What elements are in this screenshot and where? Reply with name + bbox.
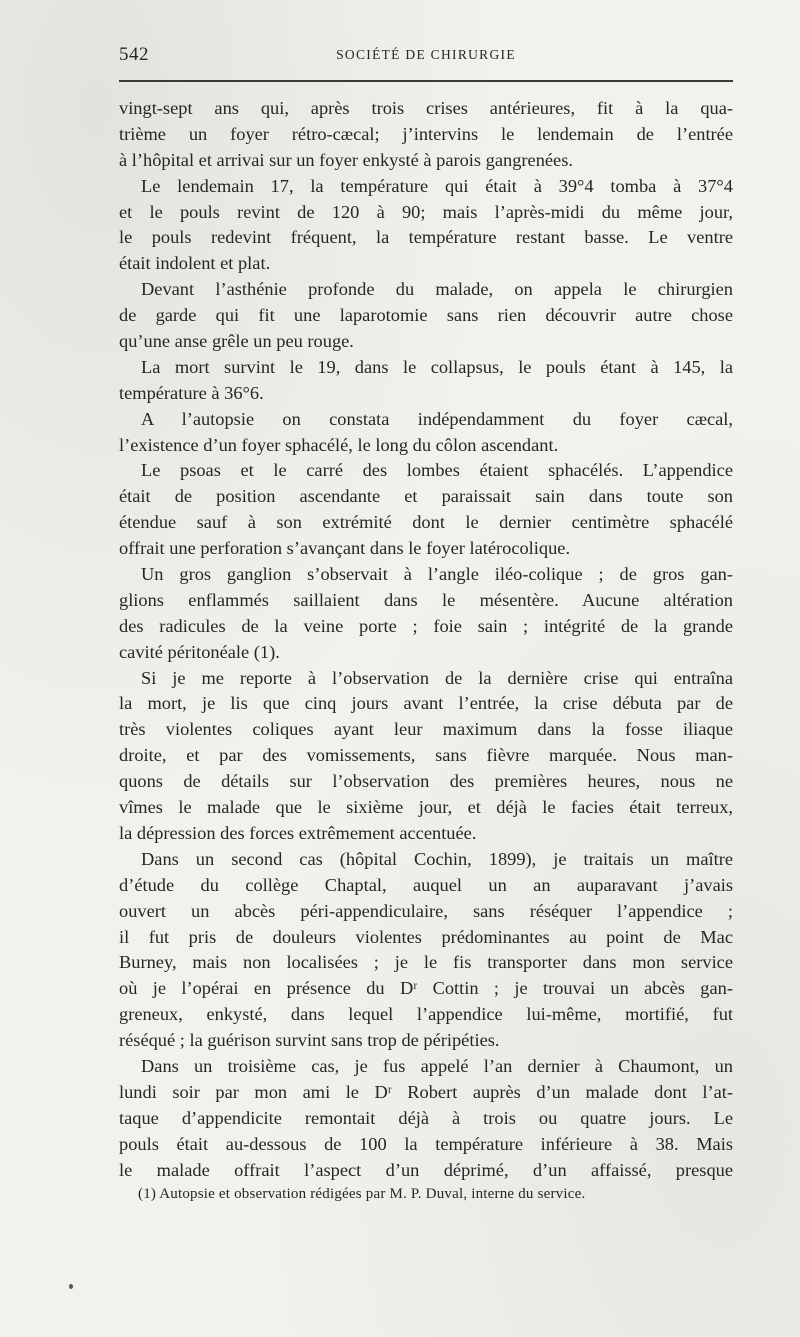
- running-title: SOCIÉTÉ DE CHIRURGIE: [336, 47, 516, 62]
- text-line: A l’autopsie on constata indépendamment du foyer cæcal,: [141, 408, 733, 429]
- text-line: offrait une perforation s’avançant dans le foyer latérocolique.: [119, 538, 571, 559]
- text-line: le pouls redevint fréquent, la température restant basse. Le ventre: [119, 227, 733, 248]
- footnote: (1) Autopsie et observation rédigées par M. P. Duval, interne du service.: [138, 1186, 586, 1202]
- text-line: cavité péritonéale (1).: [119, 641, 280, 662]
- page-header: [119, 44, 733, 74]
- text-line: la dépression des forces extrêmement accentuée.: [119, 822, 477, 843]
- text-line: il fut pris de douleurs violentes prédominantes au point de Mac: [119, 926, 733, 947]
- text-line: qu’une anse grêle un peu rouge.: [119, 331, 354, 352]
- text-line: glions enflammés saillaient dans le mésentère. Aucune altération: [119, 589, 733, 610]
- text-line: étendue sauf à son extrémité dont le dernier centimètre sphacélé: [119, 512, 733, 533]
- page-number: 542: [119, 44, 149, 65]
- text-line: La mort survint le 19, dans le collapsus, le pouls étant à 145, la: [141, 356, 733, 377]
- text-line: pouls était au-dessous de 100 la température inférieure à 38. Mais: [119, 1133, 733, 1154]
- text-line: taque d’appendicite remontait déjà à trois ou quatre jours. Le: [119, 1107, 733, 1128]
- text-line: était indolent et plat.: [119, 253, 271, 274]
- text-line: des radicules de la veine porte ; foie sain ; intégrité de la grande: [119, 615, 733, 636]
- text-line: quons de détails sur l’observation des premières heures, nous ne: [119, 771, 733, 792]
- text-line: était de position ascendante et paraissait sain dans toute son: [119, 486, 733, 507]
- ink-speck: [69, 1284, 73, 1289]
- text-line: Dans un troisième cas, je fus appelé l’an dernier à Chaumont, un: [141, 1055, 733, 1076]
- header-rule: [119, 80, 733, 82]
- text-line: la mort, je lis que cinq jours avant l’entrée, la crise débuta par de: [119, 693, 733, 714]
- text-line: de garde qui fit une laparotomie sans rien découvrir autre chose: [119, 305, 733, 326]
- text-line: droite, et par des vomissements, sans fièvre marquée. Nous man-: [119, 745, 733, 766]
- text-line: vîmes le malade que le sixième jour, et déjà le facies était terreux,: [119, 797, 733, 818]
- text-line: Un gros ganglion s’observait à l’angle iléo-colique ; de gros gan-: [141, 564, 733, 585]
- text-line: ouvert un abcès péri-appendiculaire, sans réséquer l’appendice ;: [119, 900, 733, 921]
- text-line: lundi soir par mon ami le Dʳ Robert auprès d’un malade dont l’at-: [119, 1081, 733, 1102]
- text-line: Le lendemain 17, la température qui était à 39°4 tomba à 37°4: [141, 175, 733, 196]
- text-line: où je l’opérai en présence du Dʳ Cottin ; je trouvai un abcès gan-: [119, 978, 733, 999]
- text-line: trième un foyer rétro-cæcal; j’intervins le lendemain de l’entrée: [119, 123, 733, 144]
- text-line: greneux, enkysté, dans lequel l’appendice lui-même, mortifié, fut: [119, 1004, 733, 1025]
- text-line: Le psoas et le carré des lombes étaient sphacélés. L’appendice: [141, 460, 733, 481]
- text-line: l’existence d’un foyer sphacélé, le long du côlon ascendant.: [119, 434, 559, 455]
- text-line: à l’hôpital et arrivai sur un foyer enkysté à parois gangrenées.: [119, 149, 573, 170]
- text-line: Dans un second cas (hôpital Cochin, 1899), je traitais un maître: [141, 848, 733, 869]
- text-line: et le pouls revint de 120 à 90; mais l’après-midi du même jour,: [119, 201, 733, 222]
- text-line: vingt-sept ans qui, après trois crises antérieures, fit à la qua-: [119, 98, 733, 118]
- text-line: température à 36°6.: [119, 382, 264, 403]
- text-line: le malade offrait l’aspect d’un déprimé, d’un affaissé, presque: [119, 1159, 733, 1180]
- text-line: réséqué ; la guérison survint sans trop de péripéties.: [119, 1030, 500, 1051]
- text-line: très violentes coliques ayant leur maximum dans la fosse iliaque: [119, 719, 733, 740]
- text-line: Si je me reporte à l’observation de la dernière crise qui entraîna: [141, 667, 733, 688]
- text-line: Burney, mais non localisées ; je le fis transporter dans mon service: [119, 952, 733, 973]
- text-line: Devant l’asthénie profonde du malade, on appela le chirurgien: [141, 279, 733, 300]
- text-line: d’étude du collège Chaptal, auquel un an auparavant j’avais: [119, 874, 733, 895]
- body-text: [119, 96, 733, 1183]
